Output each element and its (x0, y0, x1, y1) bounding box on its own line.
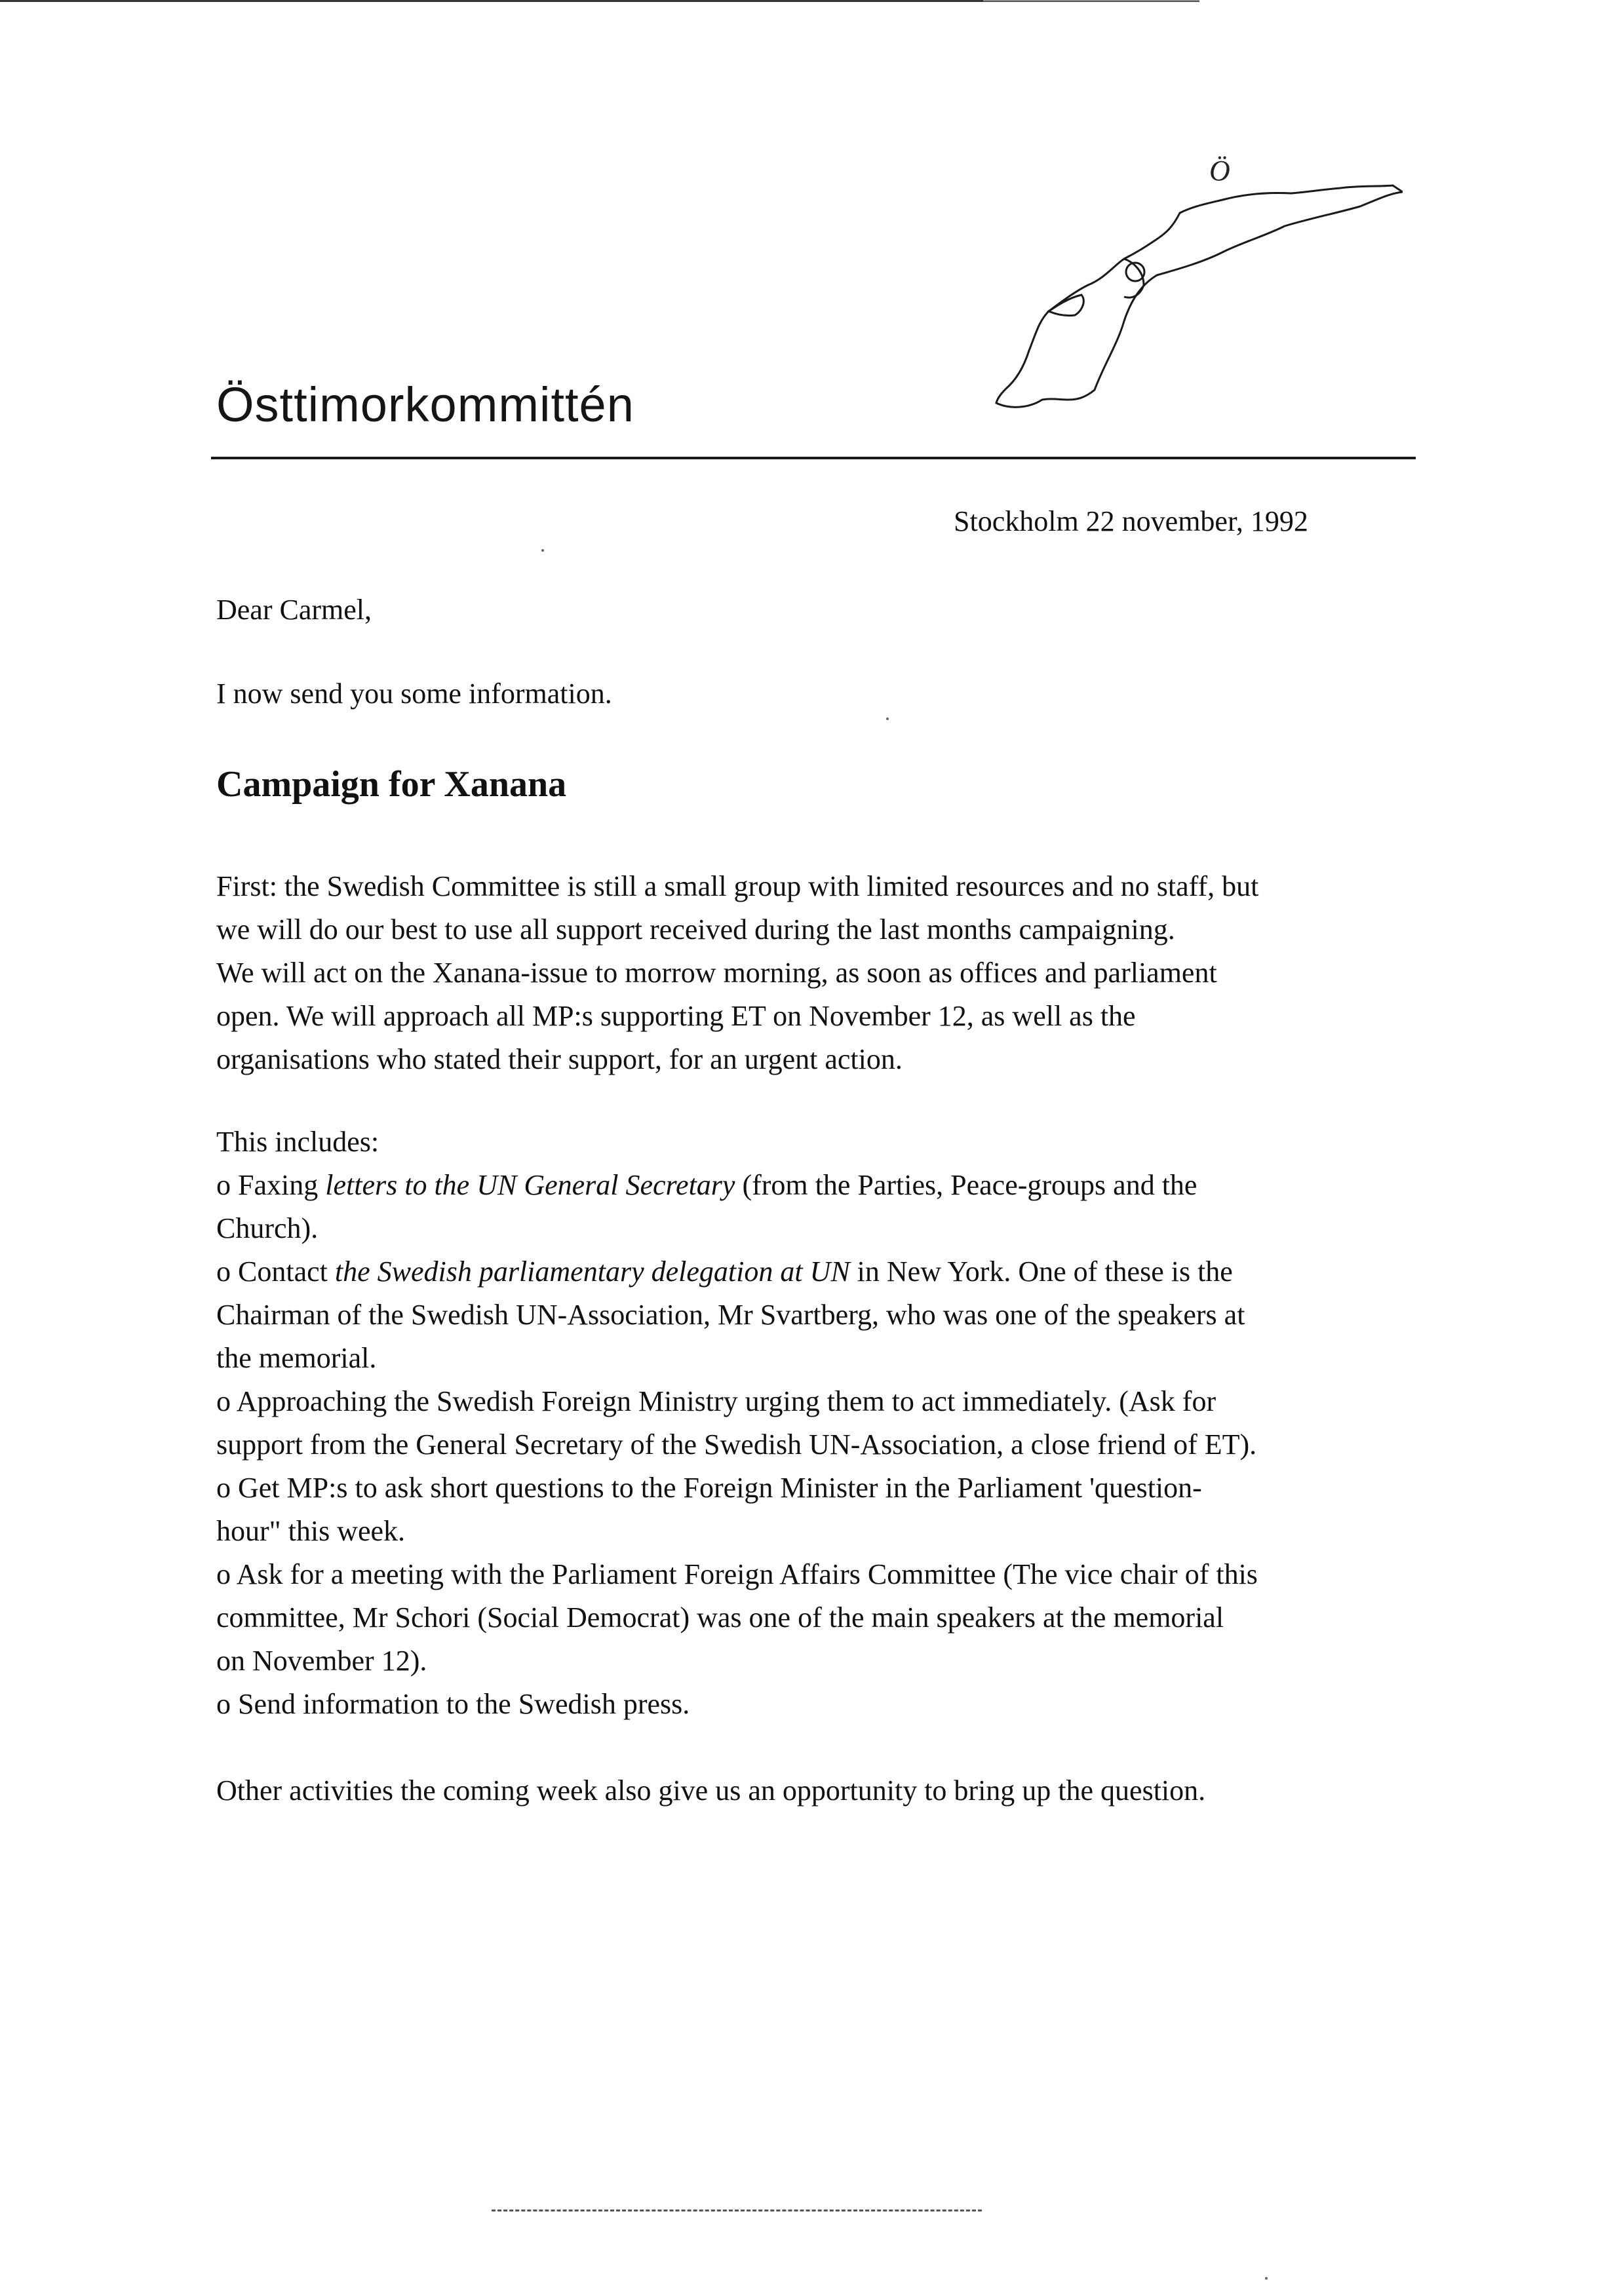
list-item-continuation: Chairman of the Swedish UN-Association, Mr Svartberg, who was one of the speakers at (216, 1299, 1245, 1331)
paragraph-line: we will do our best to use all support received during the last months campaigning. (216, 913, 1175, 946)
paragraph-line: organisations who stated their support, for an urgent action. (216, 1043, 903, 1075)
header-divider (211, 457, 1416, 459)
logo-mark-text: Ö (1209, 155, 1230, 187)
list-item-continuation: Church). (216, 1212, 319, 1244)
first-paragraph (216, 865, 1435, 1081)
paragraph-line: First: the Swedish Committee is still a small group with limited resources and no staff, but (216, 870, 1259, 902)
list-item-continuation: hour" this week. (216, 1515, 406, 1547)
list-item-press: o Send information to the Swedish press. (216, 1688, 690, 1720)
list-item-approaching: o Approaching the Swedish Foreign Ministry urging them to act immediately. (Ask for (216, 1385, 1216, 1417)
scan-speck (541, 549, 544, 552)
action-list (216, 1120, 1435, 1726)
paragraph-line: open. We will approach all MP:s supporting ET on November 12, as well as the (216, 1000, 1136, 1032)
list-item-meeting: o Ask for a meeting with the Parliament Foreign Affairs Committee (The vice chair of this (216, 1558, 1258, 1590)
list-item-continuation: on November 12). (216, 1645, 427, 1677)
list-item-faxing (216, 1164, 1435, 1207)
list-item-continuation: support from the General Secretary of the Swedish UN-Association, a close friend of ET). (216, 1428, 1257, 1461)
item-prefix: o Contact (216, 1255, 335, 1288)
scan-speck (1265, 2277, 1268, 2280)
section-heading: Campaign for Xanana (216, 764, 567, 805)
scan-top-edge-right (983, 0, 1199, 1)
intro-line: I now send you some information. (216, 678, 612, 710)
item-emphasis: the Swedish parliamentary delegation at UN (334, 1255, 850, 1288)
item-suffix: in New York. One of these is the (849, 1255, 1233, 1288)
list-item-contact (216, 1250, 1435, 1293)
east-timor-map-logo (983, 147, 1403, 423)
item-emphasis: letters to the UN General Secretary (325, 1169, 735, 1201)
list-intro: This includes: (216, 1126, 379, 1158)
item-suffix: (from the Parties, Peace-groups and the (735, 1169, 1197, 1201)
footer-dashed-line (492, 2210, 982, 2211)
letter-date: Stockholm 22 november, 1992 (954, 505, 1308, 537)
paragraph-line: We will act on the Xanana-issue to morrow morning, as soon as offices and parliament (216, 957, 1217, 989)
list-item-continuation: the memorial. (216, 1342, 377, 1374)
salutation: Dear Carmel, (216, 594, 372, 626)
closing-paragraph: Other activities the coming week also give us an opportunity to bring up the question. (216, 1774, 1206, 1807)
organization-name: Östtimorkommittén (216, 377, 634, 432)
item-prefix: o Faxing (216, 1169, 326, 1201)
scan-speck (886, 718, 889, 720)
list-item-questions: o Get MP:s to ask short questions to the Foreign Minister in the Parliament 'question- (216, 1472, 1202, 1504)
list-item-continuation: committee, Mr Schori (Social Democrat) was one of the main speakers at the memorial (216, 1601, 1224, 1634)
